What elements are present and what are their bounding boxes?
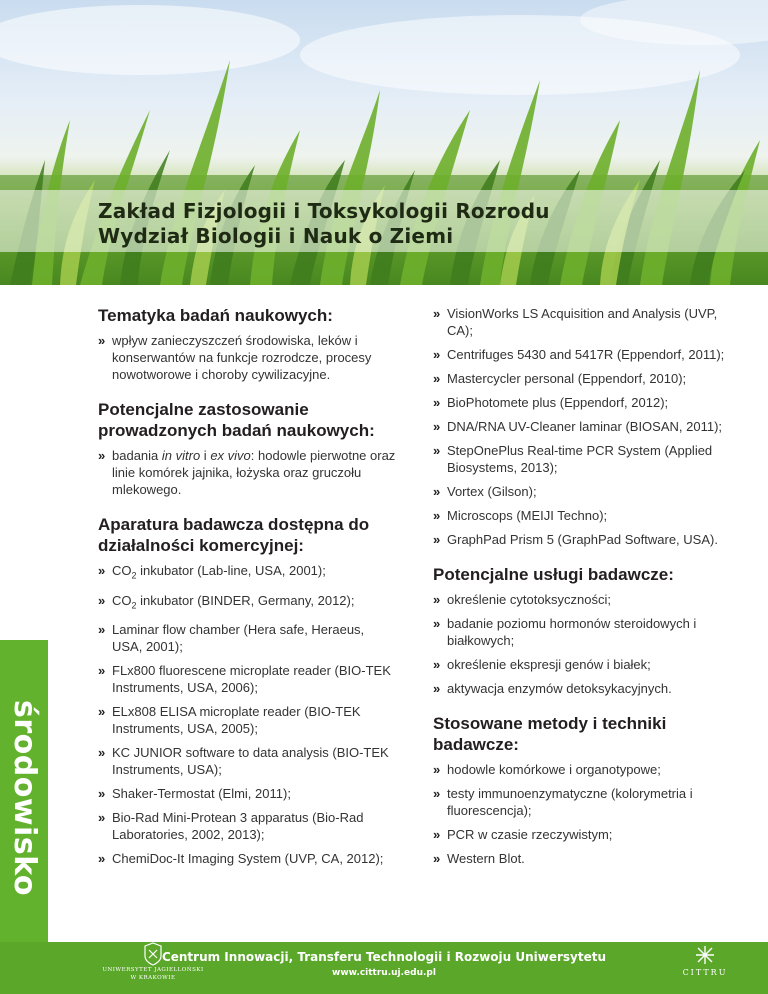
list-item: » Centrifuges 5430 and 5417R (Eppendorf, 2011); [433,346,733,363]
list-item: » BioPhotomete plus (Eppendorf, 2012); [433,394,733,411]
services-heading: Potencjalne usługi badawcze: [433,565,674,584]
topics-heading: Tematyka badań naukowych: [98,306,333,325]
list-item: » PCR w czasie rzeczywistym; [433,826,733,843]
cittru-star-icon [670,944,740,988]
footer-url[interactable]: www.cittru.uj.edu.pl [332,968,436,978]
list-item: » Mastercycler personal (Eppendorf, 2010); [433,370,733,387]
list-item: » Shaker-Termostat (Elmi, 2011); [98,785,398,802]
faculty-title: Wydział Biologii i Nauk o Ziemi [98,224,454,248]
italic-term: ex vivo [210,448,251,463]
list-item: » badanie poziomu hormonów steroidowych i białkowych; [433,615,733,649]
list-item: » hodowle komórkowe i organotypowe; [433,761,733,778]
list-item: » ELx808 ELISA microplate reader (BIO-TEK Instruments, USA, 2005); [98,703,398,737]
list-item: » KC JUNIOR software to data analysis (BIO-TEK Instruments, USA); [98,744,398,778]
application-section [98,399,398,498]
list-item: » Western Blot. [433,850,733,867]
cittru-logo-text: CITTRU [682,968,728,977]
equipment-section [98,514,398,867]
list-item: » testy immunoenzymatyczne (kolorymetria i fluorescencja); [433,785,733,819]
sidebar-category-label: środowisko [7,700,42,896]
university-name: UNIWERSYTET JAGIELLOŃSKI [102,967,204,973]
text-fragment: inkubator (Lab-line, USA, 2001); [136,563,326,578]
university-city: W KRAKOWIE [130,975,176,981]
list-item: » Vortex (Gilson); [433,483,733,500]
left-column [98,305,398,883]
text-fragment: CO [112,592,132,608]
application-heading: Potencjalne zastosowanie prowadzonych badań naukowych: [98,400,375,440]
list-item: » FLx800 fluorescene microplate reader (BIO-TEK Instruments, USA, 2006); [98,662,398,696]
list-item: » StepOnePlus Real-time PCR System (Applied Biosystems, 2013); [433,442,733,476]
list-item: » ChemiDoc-It Imaging System (UVP, CA, 2012); [98,850,398,867]
list-item: » GraphPad Prism 5 (GraphPad Software, USA). [433,531,733,548]
methods-section [433,713,733,867]
list-item: » DNA/RNA UV-Cleaner laminar (BIOSAN, 2011); [433,418,733,435]
text-fragment: CO [112,563,132,578]
equipment-heading: Aparatura badawcza dostępna do działalności komercyjnej: [98,515,370,555]
unit-title: Zakład Fizjologii i Toksykologii Rozrodu [98,199,550,223]
services-section [433,564,733,697]
list-item: » określenie cytotoksyczności; [433,591,733,608]
text-fragment: i [200,448,211,463]
list-item: » VisionWorks LS Acquisition and Analysis (UVP, CA); [433,305,733,339]
list-item: » wpływ zanieczyszczeń środowiska, leków i konserwantów na funkcje rozrodcze, procesy nowotworowe i choroby cywilizacyjne. [98,332,398,383]
equipment-continued-section [433,305,733,548]
text-fragment: inkubator (BINDER, Germany, 2012); [136,592,355,608]
list-item: » określenie ekspresji genów i białek; [433,656,733,673]
subscript: 2 [131,600,137,611]
sidebar-category [6,700,42,920]
list-item [98,447,398,498]
topics-section [98,305,398,383]
list-item: » Bio-Rad Mini-Protean 3 apparatus (Bio-Rad Laboratories, 2002, 2013); [98,809,398,843]
list-item: » Laminar flow chamber (Hera safe, Heraeus, USA, 2001); [98,621,398,655]
list-item: » Microscops (MEIJI Techno); [433,507,733,524]
italic-term: in vitro [161,448,201,463]
list-item [98,592,398,615]
right-column [433,305,733,883]
list-item: » aktywacja enzymów detoksykacyjnych. [433,680,733,697]
subscript: 2 [131,570,137,581]
list-item [98,562,398,585]
text-fragment: : hodowle pierwotne oraz linie komórek jajnika, łożyska oraz gruczołu mlekowego. [112,448,396,497]
text-fragment: badania [112,448,162,463]
methods-heading: Stosowane metody i techniki badawcze: [433,714,667,754]
footer-title: Centrum Innowacji, Transferu Technologii i Rozwoju Uniwersytetu [161,950,607,964]
